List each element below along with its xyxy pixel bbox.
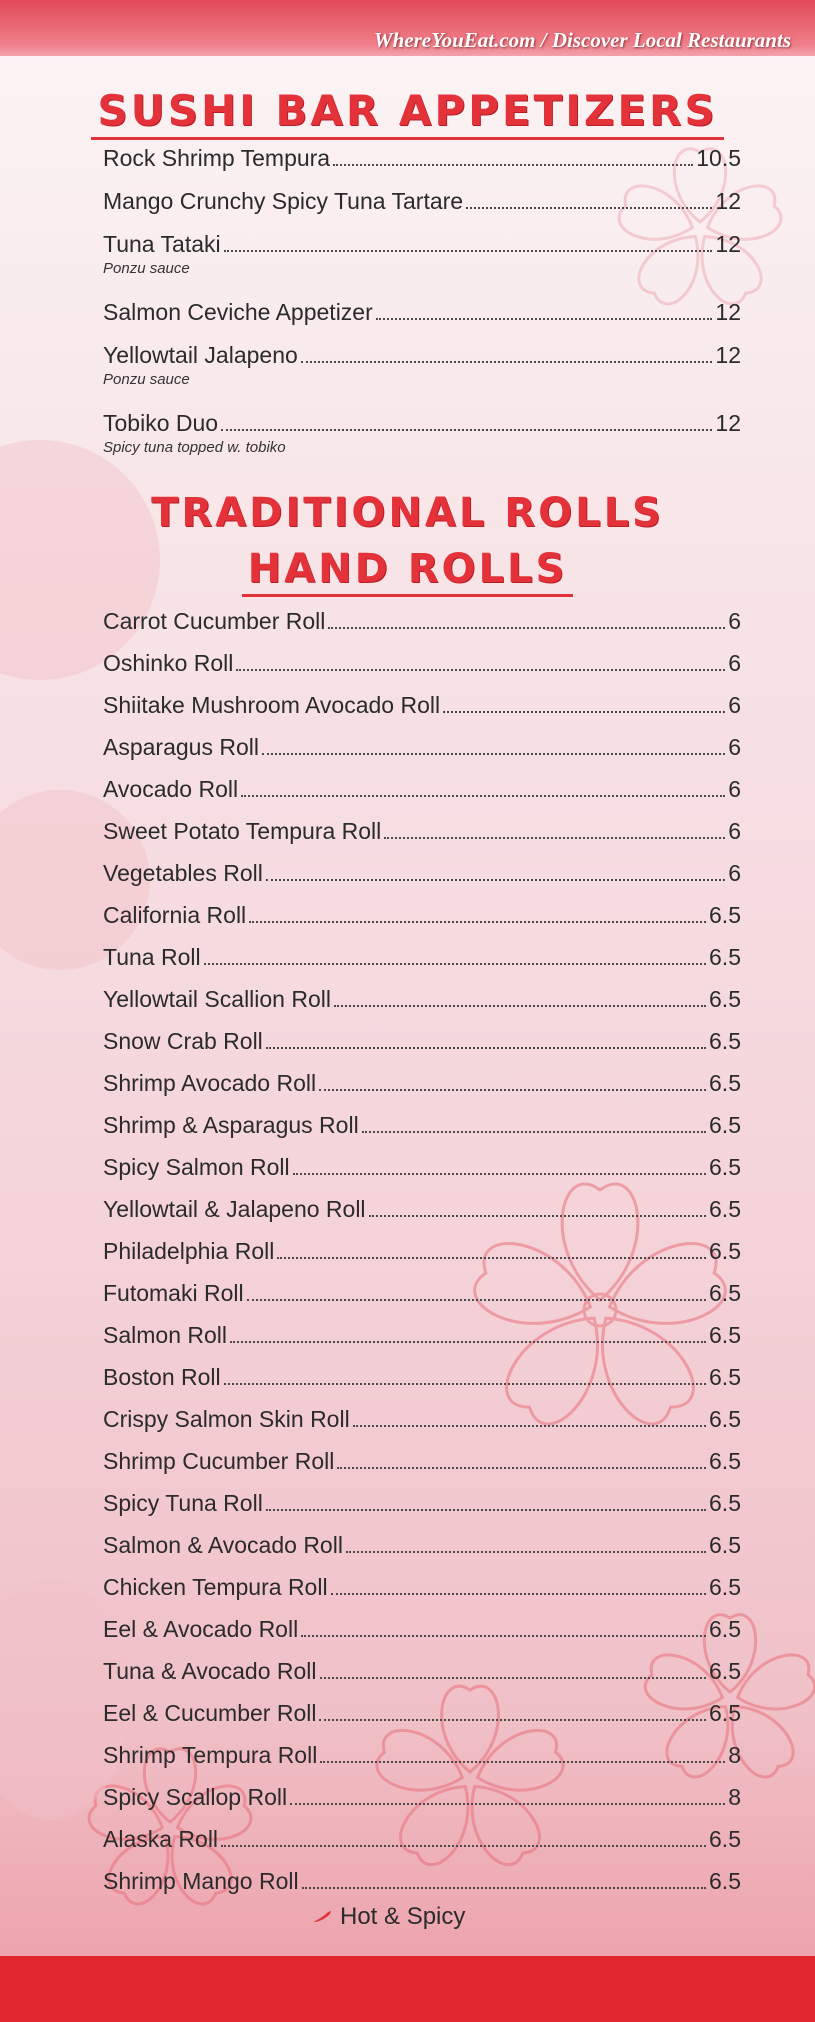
- menu-item-name: Shiitake Mushroom Avocado Roll: [103, 692, 441, 718]
- menu-item-name: Yellowtail Jalapeno: [103, 342, 298, 368]
- menu-item-name: Salmon & Avocado Roll: [103, 1532, 343, 1558]
- menu-item-name: Salmon Roll: [103, 1322, 227, 1348]
- menu-item-price: 6.5: [709, 1070, 741, 1096]
- menu-item-name: Snow Crab Roll: [103, 1028, 263, 1054]
- menu-item-price: 6.5: [709, 1238, 741, 1264]
- rolls-heading-line2: HAND ROLLS: [0, 546, 815, 597]
- menu-item-note: Ponzu sauce: [103, 260, 190, 277]
- menu-item-name: Shrimp Avocado Roll: [103, 1070, 317, 1096]
- chili-pepper-icon: [312, 1910, 332, 1924]
- menu-item-name: California Roll: [103, 902, 247, 928]
- dot-leader: [230, 1339, 706, 1343]
- menu-item: [103, 1405, 741, 1433]
- menu-item-price: 6: [728, 650, 741, 676]
- menu-item-price: 6.5: [709, 1364, 741, 1390]
- menu-item: [103, 1615, 741, 1643]
- menu-item: [103, 1489, 741, 1517]
- menu-item: [103, 1447, 741, 1475]
- dot-leader: [443, 709, 725, 713]
- menu-item-price: 6.5: [709, 944, 741, 970]
- menu-item-name: Vegetables Roll: [103, 860, 263, 886]
- menu-item-name: Shrimp Cucumber Roll: [103, 1448, 335, 1474]
- dot-leader: [384, 835, 725, 839]
- menu-item: [103, 1699, 741, 1727]
- appetizers-heading: SUSHI BAR APPETIZERS: [0, 86, 815, 140]
- dot-leader: [224, 248, 713, 252]
- menu-item-price: 6.5: [709, 986, 741, 1012]
- menu-item: [103, 1531, 741, 1559]
- menu-item-price: 6.5: [709, 1658, 741, 1684]
- menu-item-price: 8: [728, 1784, 741, 1810]
- menu-item: [103, 649, 741, 677]
- dot-leader: [353, 1423, 706, 1427]
- menu-item: [103, 1237, 741, 1265]
- dot-leader: [319, 1087, 706, 1091]
- dot-leader: [334, 1003, 706, 1007]
- menu-item-name: Eel & Avocado Roll: [103, 1616, 299, 1642]
- menu-item: [103, 409, 741, 437]
- menu-item-name: Chicken Tempura Roll: [103, 1574, 328, 1600]
- menu-item-name: Rock Shrimp Tempura: [103, 145, 331, 171]
- menu-item-name: Carrot Cucumber Roll: [103, 608, 326, 634]
- dot-leader: [301, 359, 713, 363]
- menu-item: [103, 859, 741, 887]
- menu-item: [103, 1867, 741, 1895]
- dot-leader: [337, 1465, 706, 1469]
- menu-item-name: Futomaki Roll: [103, 1280, 244, 1306]
- menu-item-price: 6: [728, 860, 741, 886]
- menu-item-price: 6.5: [709, 1532, 741, 1558]
- dot-leader: [224, 1381, 706, 1385]
- menu-item-price: 6.5: [709, 1406, 741, 1432]
- menu-item-price: 12: [715, 342, 741, 368]
- menu-item-name: Shrimp Tempura Roll: [103, 1742, 318, 1768]
- menu-item-price: 6: [728, 692, 741, 718]
- menu-item: [103, 1111, 741, 1139]
- menu-item: [103, 1195, 741, 1223]
- menu-item: [103, 1321, 741, 1349]
- menu-item: [103, 901, 741, 929]
- menu-item-name: Spicy Tuna Roll: [103, 1490, 263, 1516]
- site-link-text[interactable]: WhereYouEat.com / Discover Local Restaurants: [373, 28, 791, 52]
- menu-item-price: 6.5: [709, 1448, 741, 1474]
- menu-item-name: Oshinko Roll: [103, 650, 234, 676]
- menu-item-name: Shrimp & Asparagus Roll: [103, 1112, 359, 1138]
- dot-leader: [204, 961, 706, 965]
- dot-leader: [320, 1759, 725, 1763]
- dot-leader: [333, 162, 693, 166]
- menu-item-price: 6.5: [709, 1322, 741, 1348]
- menu-item-price: 6: [728, 776, 741, 802]
- menu-item-price: 6.5: [709, 1826, 741, 1852]
- menu-item-name: Eel & Cucumber Roll: [103, 1700, 317, 1726]
- menu-item-price: 6.5: [709, 1112, 741, 1138]
- menu-item-name: Tobiko Duo: [103, 410, 219, 436]
- menu-item-name: Avocado Roll: [103, 776, 239, 802]
- menu-item: [103, 943, 741, 971]
- menu-item: [103, 733, 741, 761]
- top-banner: [0, 0, 815, 56]
- dot-leader: [376, 316, 713, 320]
- menu-item-name: Boston Roll: [103, 1364, 221, 1390]
- menu-item: [103, 985, 741, 1013]
- menu-item-name: Salmon Ceviche Appetizer: [103, 299, 373, 325]
- menu-item: [103, 607, 741, 635]
- menu-item-price: 12: [715, 410, 741, 436]
- menu-item-price: 6.5: [709, 1154, 741, 1180]
- menu-item-price: 10.5: [696, 145, 741, 171]
- dot-leader: [319, 1717, 706, 1721]
- menu-item: [103, 1741, 741, 1769]
- menu-item: [103, 775, 741, 803]
- menu-item-price: 6.5: [709, 1616, 741, 1642]
- menu-item: [103, 1363, 741, 1391]
- menu-item-name: Shrimp Mango Roll: [103, 1868, 299, 1894]
- menu-item: [103, 144, 741, 172]
- menu-item-name: Tuna Roll: [103, 944, 201, 970]
- menu-item: [103, 691, 741, 719]
- dot-leader: [293, 1171, 706, 1175]
- menu-item: [103, 298, 741, 326]
- menu-item: [103, 187, 741, 215]
- dot-leader: [290, 1801, 725, 1805]
- dot-leader: [236, 667, 725, 671]
- menu-item-name: Tuna Tataki: [103, 231, 221, 257]
- menu-item: [103, 1153, 741, 1181]
- dot-leader: [266, 877, 725, 881]
- menu-item-price: 12: [715, 231, 741, 257]
- dot-leader: [221, 427, 712, 431]
- menu-item-name: Crispy Salmon Skin Roll: [103, 1406, 350, 1432]
- legend-label: Hot & Spicy: [340, 1903, 466, 1930]
- menu-item-name: Asparagus Roll: [103, 734, 259, 760]
- dot-leader: [369, 1213, 706, 1217]
- dot-leader: [241, 793, 725, 797]
- dot-leader: [302, 1885, 706, 1889]
- menu-item-price: 8: [728, 1742, 741, 1768]
- menu-item-price: 6.5: [709, 1280, 741, 1306]
- dot-leader: [320, 1675, 706, 1679]
- dot-leader: [466, 205, 712, 209]
- menu-item: [103, 341, 741, 369]
- menu-item-price: 6.5: [709, 1868, 741, 1894]
- dot-leader: [266, 1507, 706, 1511]
- menu-item-name: Yellowtail Scallion Roll: [103, 986, 331, 1012]
- menu-item-price: 6: [728, 608, 741, 634]
- menu-item-price: 12: [715, 299, 741, 325]
- dot-leader: [328, 625, 725, 629]
- menu-item: [103, 1069, 741, 1097]
- menu-item-note: Spicy tuna topped w. tobiko: [103, 439, 286, 456]
- menu-item-note: Ponzu sauce: [103, 371, 190, 388]
- menu-item-price: 6.5: [709, 1574, 741, 1600]
- dot-leader: [346, 1549, 706, 1553]
- dot-leader: [362, 1129, 706, 1133]
- menu-item: [103, 1783, 741, 1811]
- menu-item: [103, 1657, 741, 1685]
- dot-leader: [331, 1591, 706, 1595]
- menu-item: [103, 1825, 741, 1853]
- menu-item-name: Yellowtail & Jalapeno Roll: [103, 1196, 366, 1222]
- menu-item: [103, 817, 741, 845]
- menu-item: [103, 230, 741, 258]
- menu-item-price: 6: [728, 818, 741, 844]
- menu-item-price: 12: [715, 188, 741, 214]
- dot-leader: [266, 1045, 706, 1049]
- menu-item-price: 6: [728, 734, 741, 760]
- dot-leader: [247, 1297, 706, 1301]
- menu-item-name: Philadelphia Roll: [103, 1238, 275, 1264]
- menu-item: [103, 1573, 741, 1601]
- menu-item: [103, 1279, 741, 1307]
- menu-item-name: Alaska Roll: [103, 1826, 219, 1852]
- menu-item: [103, 1027, 741, 1055]
- hot-spicy-legend: [312, 1903, 465, 1931]
- menu-item-price: 6.5: [709, 1490, 741, 1516]
- menu-item-name: Spicy Salmon Roll: [103, 1154, 290, 1180]
- menu-item-price: 6.5: [709, 1028, 741, 1054]
- dot-leader: [221, 1843, 706, 1847]
- menu-item-name: Spicy Scallop Roll: [103, 1784, 288, 1810]
- rolls-heading-line1: TRADITIONAL ROLLS: [151, 490, 664, 536]
- dot-leader: [277, 1255, 706, 1259]
- menu-item-price: 6.5: [709, 1700, 741, 1726]
- dot-leader: [249, 919, 706, 923]
- bottom-banner: [0, 1956, 815, 2022]
- menu-item-name: Mango Crunchy Spicy Tuna Tartare: [103, 188, 464, 214]
- menu-item-name: Tuna & Avocado Roll: [103, 1658, 317, 1684]
- dot-leader: [301, 1633, 706, 1637]
- menu-item-price: 6.5: [709, 1196, 741, 1222]
- menu-item-name: Sweet Potato Tempura Roll: [103, 818, 382, 844]
- dot-leader: [262, 751, 725, 755]
- menu-item-price: 6.5: [709, 902, 741, 928]
